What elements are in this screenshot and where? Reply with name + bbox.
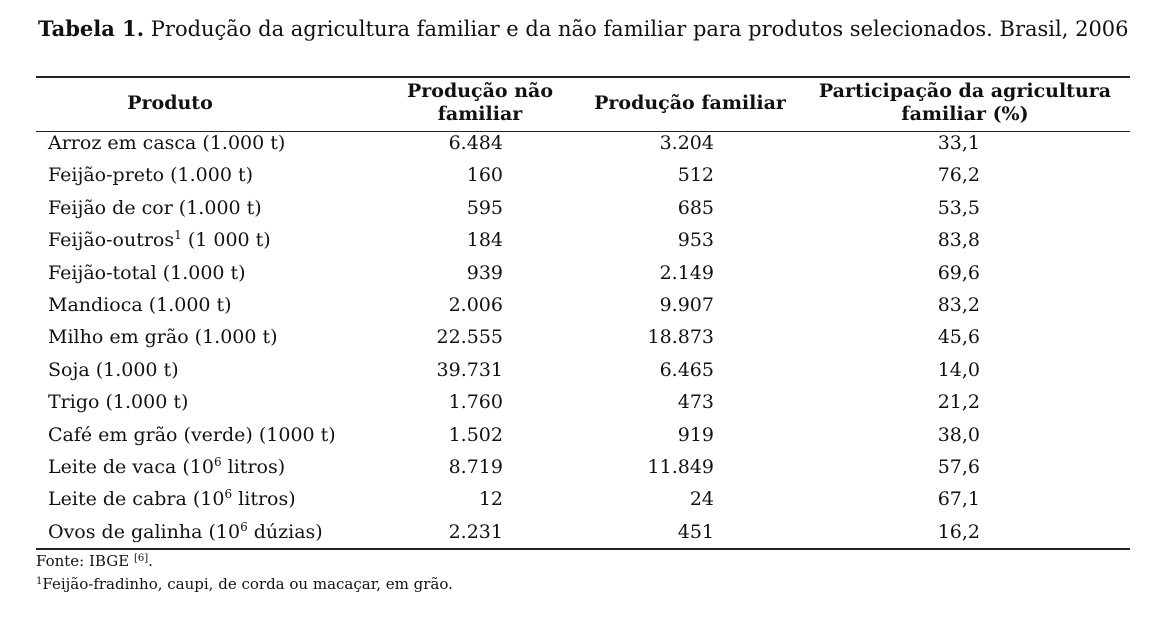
footnote-1 <box>36 575 453 593</box>
cell-participacao: 53,5 <box>937 196 980 219</box>
table-row <box>0 386 1170 418</box>
header-participacao: Participação da agricultura familiar (%) <box>818 80 1112 125</box>
cell-produto <box>48 451 285 483</box>
cell-produto <box>48 257 246 289</box>
produto-text: Leite de cabra (10 <box>48 488 225 511</box>
table-row <box>0 451 1170 483</box>
cell-produto <box>48 386 188 418</box>
cell-produto <box>48 289 232 321</box>
produto-text: Feijão-preto (1.000 t) <box>48 164 254 187</box>
cell-participacao: 14,0 <box>937 358 980 381</box>
cell-produto <box>48 354 179 386</box>
produto-suffix: litros) <box>232 488 296 511</box>
cell-producao-nao-familiar: 939 <box>466 261 503 284</box>
cell-participacao: 38,0 <box>937 423 980 446</box>
cell-producao-familiar: 3.204 <box>659 132 714 154</box>
table-row <box>0 419 1170 451</box>
produto-text: Feijão de cor (1.000 t) <box>48 196 262 219</box>
table-row <box>0 321 1170 353</box>
cell-producao-familiar: 9.907 <box>659 293 714 316</box>
produto-text: Arroz em casca (1.000 t) <box>48 132 286 154</box>
cell-produto <box>48 516 323 548</box>
bottom-rule <box>36 548 1130 550</box>
caption-text: Produção da agricultura familiar e da não familiar para produtos selecionados. Brasil, 2006 <box>144 17 1129 41</box>
produto-text: Ovos de galinha (10 <box>48 520 241 543</box>
cell-producao-familiar: 512 <box>677 164 714 187</box>
cell-producao-nao-familiar: 160 <box>466 164 503 187</box>
table-row <box>0 127 1170 159</box>
produto-sup: 6 <box>240 519 248 534</box>
table-row <box>0 257 1170 289</box>
cell-producao-nao-familiar: 2.231 <box>448 520 503 543</box>
produto-text: Café em grão (verde) (1000 t) <box>48 423 336 446</box>
cell-producao-nao-familiar: 2.006 <box>448 293 503 316</box>
produto-text: Trigo (1.000 t) <box>48 391 189 414</box>
footnote-mark: 1 <box>36 576 43 587</box>
cell-producao-nao-familiar: 184 <box>466 229 503 252</box>
cell-participacao: 45,6 <box>937 326 980 349</box>
cell-producao-familiar: 11.849 <box>647 455 714 478</box>
table-caption <box>38 16 1129 41</box>
produto-sup: 6 <box>224 487 233 502</box>
cell-participacao: 67,1 <box>937 488 980 511</box>
produto-sup: 1 <box>174 228 182 243</box>
cell-produto <box>48 159 253 191</box>
table-body <box>0 127 1170 548</box>
table-row <box>0 354 1170 386</box>
source-text: Fonte: IBGE <box>36 552 134 570</box>
table-row <box>0 516 1170 548</box>
footnote-text: Feijão-fradinho, caupi, de corda ou macaçar, em grão. <box>42 575 453 593</box>
caption-label: Tabela 1. <box>38 16 145 41</box>
source-end: . <box>148 552 153 570</box>
cell-produto <box>48 321 278 353</box>
header-produto: Produto <box>127 92 213 114</box>
cell-producao-nao-familiar: 22.555 <box>436 326 503 349</box>
cell-producao-nao-familiar: 595 <box>466 196 503 219</box>
cell-producao-nao-familiar: 1.760 <box>448 391 503 414</box>
cell-produto <box>48 224 271 256</box>
cell-participacao: 76,2 <box>937 164 980 187</box>
cell-participacao: 57,6 <box>937 455 980 478</box>
cell-participacao: 69,6 <box>937 261 980 284</box>
table-row <box>0 224 1170 256</box>
cell-produto <box>48 419 336 451</box>
table-row <box>0 192 1170 224</box>
cell-produto <box>48 483 296 515</box>
produto-text: Mandioca (1.000 t) <box>48 293 232 316</box>
produto-text: Soja (1.000 t) <box>48 358 179 381</box>
cell-producao-familiar: 18.873 <box>647 326 714 349</box>
cell-producao-familiar: 2.149 <box>659 261 714 284</box>
produto-text: Feijão-outros <box>48 229 175 252</box>
produto-text: Milho em grão (1.000 t) <box>48 326 278 349</box>
cell-producao-nao-familiar: 12 <box>478 488 503 511</box>
cell-producao-familiar: 919 <box>677 423 714 446</box>
cell-producao-familiar: 473 <box>677 391 714 414</box>
cell-producao-familiar: 451 <box>677 520 714 543</box>
produto-sup: 6 <box>213 454 222 469</box>
cell-producao-familiar: 685 <box>677 196 714 219</box>
table-row <box>0 289 1170 321</box>
source-ref: [6] <box>133 553 149 564</box>
produto-suffix: dúzias) <box>247 520 323 543</box>
cell-producao-nao-familiar: 39.731 <box>436 358 503 381</box>
cell-producao-familiar: 6.465 <box>659 358 714 381</box>
produto-suffix: litros) <box>221 455 286 478</box>
cell-produto <box>48 127 285 159</box>
produto-text: Feijão-total (1.000 t) <box>48 261 246 284</box>
table-row <box>0 483 1170 515</box>
produto-text: Leite de vaca (10 <box>48 455 214 478</box>
cell-producao-familiar: 953 <box>677 229 714 252</box>
cell-producao-nao-familiar: 8.719 <box>448 455 503 478</box>
top-rule <box>36 76 1130 78</box>
cell-participacao: 16,2 <box>937 520 980 543</box>
cell-produto <box>48 192 262 224</box>
cell-producao-nao-familiar: 6.484 <box>448 132 503 154</box>
header-producao-familiar: Produção familiar <box>594 92 786 114</box>
cell-producao-nao-familiar: 1.502 <box>448 423 503 446</box>
cell-participacao: 21,2 <box>937 391 980 414</box>
header-producao-nao-familiar: Produção não familiar <box>406 80 554 125</box>
cell-participacao: 33,1 <box>937 132 980 154</box>
cell-participacao: 83,2 <box>937 293 980 316</box>
produto-suffix: (1 000 t) <box>181 229 271 252</box>
cell-participacao: 83,8 <box>937 229 980 252</box>
table-row <box>0 159 1170 191</box>
source-note <box>36 552 153 570</box>
cell-producao-familiar: 24 <box>689 488 714 511</box>
